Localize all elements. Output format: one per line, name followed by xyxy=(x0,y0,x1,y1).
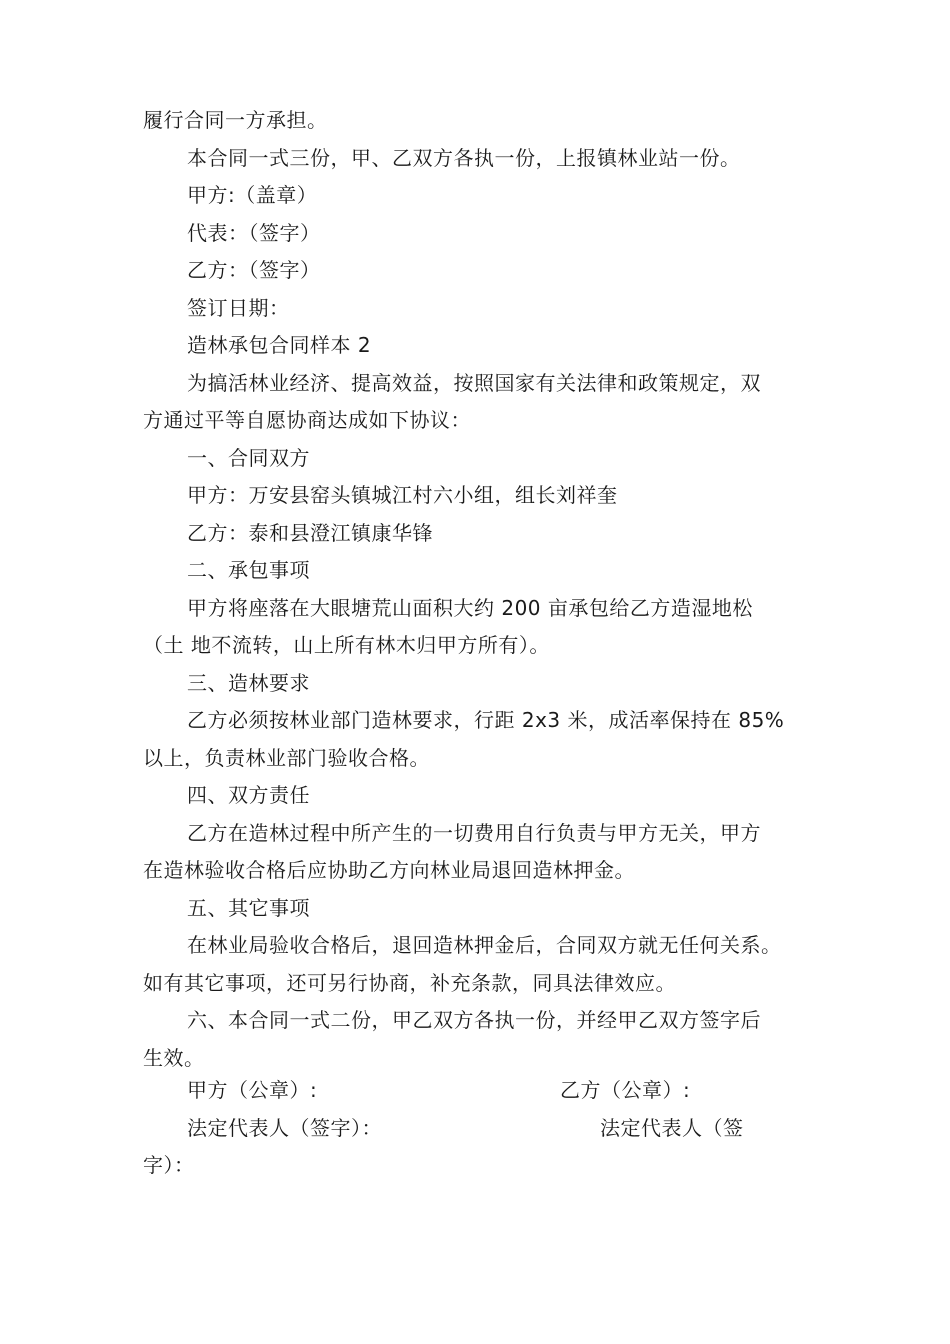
text-line: 本合同一式三份，甲、乙双方各执一份，上报镇林业站一份。 xyxy=(187,146,741,170)
clause-heading: 二、承包事项 xyxy=(187,558,310,582)
text-line: 签订日期： xyxy=(187,296,290,320)
text-line: 代表：（签字） xyxy=(187,221,321,245)
clause-heading: 四、双方责任 xyxy=(187,783,310,807)
party-b-rep-label: 法定代表人（签 xyxy=(600,1116,744,1140)
text-line: 在造林验收合格后应协助乙方向林业局退回造林押金。 xyxy=(143,858,635,882)
text-line: 乙方：（签字） xyxy=(187,258,321,282)
text-line: 如有其它事项，还可另行协商，补充条款，同具法律效应。 xyxy=(143,971,676,995)
text-line: 乙方：泰和县澄江镇康华锋 xyxy=(187,521,433,545)
party-b-rep-label-cont: 字）： xyxy=(143,1153,195,1177)
party-a-seal-label: 甲方（公章）: xyxy=(187,1078,318,1102)
text-line: 甲方:（盖章） xyxy=(187,183,318,207)
text-line: 履行合同一方承担。 xyxy=(143,108,328,132)
text-line: 甲方：万安县窑头镇城江村六小组，组长刘祥奎 xyxy=(187,483,618,507)
text-line: 在林业局验收合格后，退回造林押金后，合同双方就无任何关系。 xyxy=(187,933,782,957)
section-title: 造林承包合同样本 2 xyxy=(187,333,372,357)
text-line: 生效。 xyxy=(143,1046,205,1070)
clause-heading: 一、合同双方 xyxy=(187,446,310,470)
text-line: 乙方必须按林业部门造林要求，行距 2x3 米，成活率保持在 85% xyxy=(187,708,785,732)
text-line: 为搞活林业经济、提高效益，按照国家有关法律和政策规定，双 xyxy=(187,371,761,395)
clause-heading: 三、造林要求 xyxy=(187,671,310,695)
text-line: 六、本合同一式二份，甲乙双方各执一份，并经甲乙双方签字后 xyxy=(187,1008,761,1032)
text-line: 以上，负责林业部门验收合格。 xyxy=(143,746,430,770)
party-a-rep-label: 法定代表人（签字）： xyxy=(187,1116,382,1140)
text-line: （土 地不流转，山上所有林木归甲方所有）。 xyxy=(143,633,550,657)
text-line: 甲方将座落在大眼塘荒山面积大约 200 亩承包给乙方造湿地松 xyxy=(187,596,753,620)
text-line: 方通过平等自愿协商达成如下协议： xyxy=(143,408,471,432)
party-b-seal-label: 乙方（公章）: xyxy=(560,1078,691,1102)
clause-heading: 五、其它事项 xyxy=(187,896,310,920)
text-line: 乙方在造林过程中所产生的一切费用自行负责与甲方无关，甲方 xyxy=(187,821,761,845)
